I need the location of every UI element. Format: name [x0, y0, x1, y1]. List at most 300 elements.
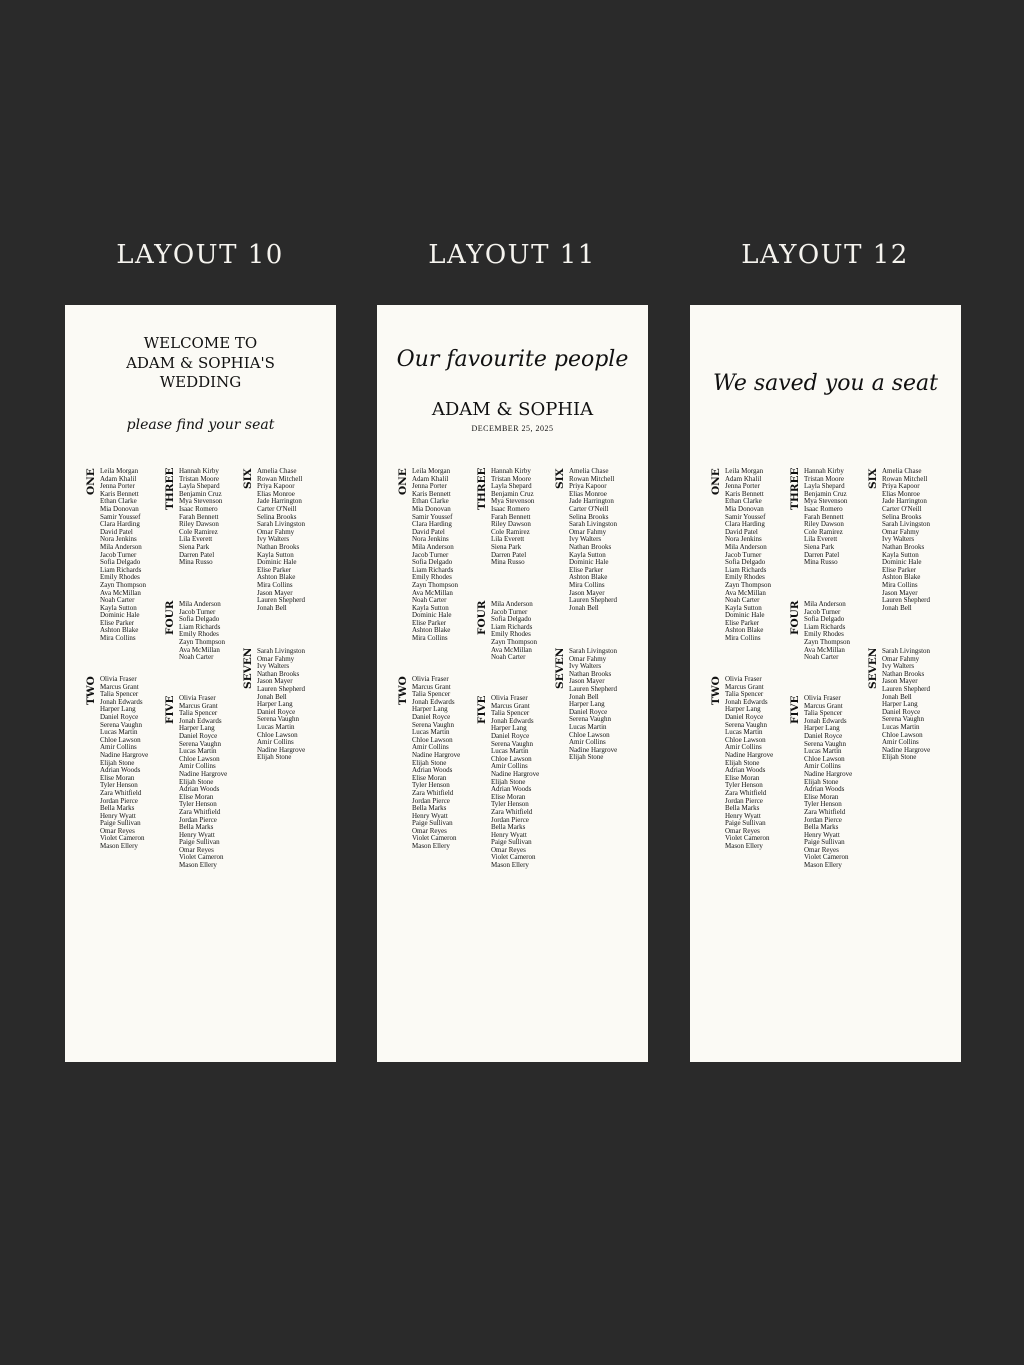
guest-name: Jonah Edwards: [725, 697, 768, 706]
guest-name: Bella Marks: [804, 823, 839, 832]
guest-name: Chloe Lawson: [882, 730, 923, 739]
guest-list: [412, 468, 458, 643]
guest-name: Harper Lang: [100, 705, 136, 714]
guest-name: Amir Collins: [882, 738, 919, 747]
guest-name: Lila Everett: [491, 535, 525, 544]
guest-name: Ashton Blake: [569, 573, 608, 582]
guest-name: Jonah Bell: [257, 692, 287, 701]
guest-name: Sarah Livingston: [257, 520, 306, 529]
guest-name: Karis Bennett: [100, 489, 139, 498]
guest-name: Noah Carter: [491, 653, 526, 662]
table-four: [476, 601, 537, 662]
guest-name: Marcus Grant: [491, 701, 530, 710]
guest-name: Jonah Edwards: [412, 697, 455, 706]
script-heading: We saved you a seat: [713, 371, 938, 396]
guest-name: Nathan Brooks: [882, 669, 925, 678]
table-one: [85, 468, 146, 643]
guest-name: Serena Vaughn: [804, 739, 847, 748]
guest-name: Mya Stevenson: [179, 497, 223, 506]
guest-name: Serena Vaughn: [100, 720, 143, 729]
table-label: SEVEN: [554, 647, 566, 689]
guest-name: Adrian Woods: [412, 766, 453, 775]
guest-name: Chloe Lawson: [100, 735, 141, 744]
guest-name: Zayn Thompson: [725, 580, 771, 589]
guest-name: Liam Richards: [725, 565, 767, 574]
guest-name: Omar Fahmy: [257, 654, 295, 663]
guest-name: Liam Richards: [491, 622, 533, 631]
guest-name: Mason Ellery: [179, 861, 217, 870]
table-label: THREE: [789, 467, 801, 510]
guest-name: Ava McMillan: [804, 645, 845, 654]
guest-name: Harper Lang: [491, 724, 527, 733]
guest-name: Elise Parker: [257, 565, 292, 574]
guest-name: Jason Mayer: [569, 588, 605, 597]
guest-name: Ivy Walters: [882, 535, 915, 544]
welcome-heading: [65, 334, 336, 393]
guest-name: Jacob Turner: [100, 550, 137, 559]
guest-name: Leila Morgan: [412, 467, 451, 475]
guest-name: Amir Collins: [257, 738, 294, 747]
table-label: TWO: [710, 676, 722, 705]
table-label: FIVE: [476, 695, 488, 724]
guest-name: Samir Youssef: [100, 512, 141, 521]
guest-name: Harper Lang: [412, 705, 448, 714]
guest-name: Ashton Blake: [412, 626, 451, 635]
script-heading: Our favourite people: [396, 347, 629, 372]
guest-name: Marcus Grant: [804, 701, 843, 710]
table-label: ONE: [85, 468, 97, 495]
guest-name: Jonah Edwards: [179, 716, 222, 725]
seating-chart-card-12: [690, 305, 961, 1062]
guest-name: Violet Cameron: [412, 834, 457, 843]
guest-name: Sarah Livingston: [569, 520, 618, 529]
table-six: [554, 468, 617, 612]
guest-list: [179, 468, 222, 567]
table-two: [85, 676, 148, 851]
guest-name: Olivia Fraser: [412, 675, 449, 683]
guest-name: Ava McMillan: [179, 645, 220, 654]
guest-name: Elise Parker: [569, 565, 604, 574]
guest-name: Ethan Clarke: [725, 497, 762, 506]
guest-name: Serena Vaughn: [257, 715, 300, 724]
guest-name: Bella Marks: [179, 823, 214, 832]
guest-name: Omar Fahmy: [882, 654, 920, 663]
guest-name: Paige Sullivan: [804, 838, 845, 847]
guest-list: [804, 601, 850, 662]
guest-name: Amir Collins: [491, 762, 528, 771]
guest-name: Mia Donovan: [412, 504, 451, 513]
guest-name: Elise Moran: [725, 773, 760, 782]
guest-name: Jordan Pierce: [804, 815, 842, 824]
guest-name: Elise Moran: [491, 792, 526, 801]
guest-name: Jordan Pierce: [100, 796, 138, 805]
guest-name: Amelia Chase: [569, 467, 609, 475]
guest-name: Mason Ellery: [491, 861, 529, 870]
guest-name: Nathan Brooks: [569, 669, 612, 678]
guest-name: Lauren Shepherd: [882, 684, 931, 693]
guest-name: Noah Carter: [100, 596, 135, 605]
guest-name: Henry Wyatt: [804, 830, 840, 839]
guest-name: Mason Ellery: [804, 861, 842, 870]
table-four: [164, 601, 225, 662]
guest-name: Paige Sullivan: [412, 819, 453, 828]
guest-name: Siena Park: [804, 542, 835, 551]
guest-name: Mila Anderson: [100, 542, 142, 551]
guest-name: Serena Vaughn: [725, 720, 768, 729]
guest-name: Kayla Sutton: [882, 550, 919, 559]
guest-name: Cole Ramirez: [179, 527, 218, 536]
guest-name: Nora Jenkins: [100, 535, 137, 544]
guest-name: Violet Cameron: [100, 834, 145, 843]
guest-name: Omar Fahmy: [569, 654, 607, 663]
table-four: [789, 601, 850, 662]
guest-name: Elias Monroe: [569, 489, 607, 498]
table-label: ONE: [397, 468, 409, 495]
guest-name: Jonah Bell: [882, 603, 912, 612]
guest-name: Tyler Henson: [100, 781, 138, 790]
guest-name: Mina Russo: [804, 558, 838, 567]
guest-name: Dominic Hale: [257, 558, 297, 567]
guest-list: [412, 676, 460, 851]
guest-name: Daniel Royce: [412, 712, 451, 721]
guest-name: Jordan Pierce: [725, 796, 763, 805]
guest-name: Siena Park: [491, 542, 522, 551]
guest-name: Jason Mayer: [569, 677, 605, 686]
guest-name: Harper Lang: [882, 700, 918, 709]
table-one: [710, 468, 771, 643]
guest-name: Selina Brooks: [569, 512, 609, 521]
guest-name: Clara Harding: [725, 520, 765, 529]
guest-name: Elijah Stone: [100, 758, 135, 767]
seating-chart-card-11: [377, 305, 648, 1062]
guest-name: Harper Lang: [725, 705, 761, 714]
guest-name: Elijah Stone: [179, 777, 214, 786]
guest-name: Nadine Hargrove: [804, 769, 853, 778]
guest-name: Mira Collins: [725, 634, 761, 643]
welcome-line: WELCOME TO: [143, 334, 258, 352]
guest-name: Jason Mayer: [882, 588, 918, 597]
guest-name: Amir Collins: [569, 738, 606, 747]
table-label: FIVE: [164, 695, 176, 724]
guest-name: Lauren Shepherd: [882, 596, 931, 605]
guest-list: [179, 695, 227, 870]
guest-name: Ivy Walters: [257, 535, 290, 544]
table-label: TWO: [397, 676, 409, 705]
table-five: [164, 695, 227, 870]
guest-name: Elias Monroe: [257, 489, 295, 498]
guest-name: Hannah Kirby: [804, 467, 844, 475]
guest-name: Mila Anderson: [179, 600, 221, 608]
guest-name: Ethan Clarke: [100, 497, 137, 506]
guest-name: Jonah Bell: [882, 692, 912, 701]
guest-name: Lucas Martin: [257, 722, 295, 731]
guest-name: Mia Donovan: [725, 504, 764, 513]
guest-name: Nadine Hargrove: [257, 745, 306, 754]
guest-name: Zara Whitfield: [179, 807, 221, 816]
guest-name: Adrian Woods: [725, 766, 766, 775]
guest-name: Emily Rhodes: [804, 630, 844, 639]
guest-name: Lucas Martin: [882, 722, 920, 731]
guest-name: Priya Kapoor: [882, 482, 920, 491]
guest-name: Nadine Hargrove: [100, 750, 149, 759]
guest-name: Henry Wyatt: [412, 811, 448, 820]
guest-name: Nadine Hargrove: [725, 750, 774, 759]
guest-name: Elijah Stone: [882, 753, 917, 762]
guest-name: Daniel Royce: [491, 731, 530, 740]
guest-name: Mila Anderson: [491, 600, 533, 608]
guest-name: Mira Collins: [257, 580, 293, 589]
guest-name: Riley Dawson: [804, 520, 844, 529]
guest-name: Violet Cameron: [804, 853, 849, 862]
guest-name: Omar Reyes: [804, 845, 839, 854]
table-seven: [554, 648, 617, 762]
guest-name: Chloe Lawson: [804, 754, 845, 763]
guest-name: Zayn Thompson: [412, 580, 458, 589]
guest-name: Jenna Porter: [100, 482, 135, 491]
table-one: [397, 468, 458, 643]
guest-name: Paige Sullivan: [491, 838, 532, 847]
table-six: [867, 468, 930, 612]
guest-name: Elise Parker: [725, 618, 760, 627]
guest-name: Marcus Grant: [725, 682, 764, 691]
guest-name: Kayla Sutton: [100, 603, 137, 612]
table-three: [164, 468, 222, 567]
guest-list: [882, 648, 930, 762]
guest-name: Jonah Bell: [569, 692, 599, 701]
guest-name: Lucas Martin: [725, 728, 763, 737]
guest-name: Darren Patel: [804, 550, 840, 559]
guest-list: [491, 695, 539, 870]
table-three: [476, 468, 534, 567]
guest-list: [100, 676, 148, 851]
guest-name: Chloe Lawson: [412, 735, 453, 744]
guest-name: Elijah Stone: [491, 777, 526, 786]
couple-names: ADAM & SOPHIA: [431, 399, 594, 420]
guest-name: Ava McMillan: [725, 588, 766, 597]
guest-name: Benjamin Cruz: [179, 489, 222, 498]
guest-name: Samir Youssef: [725, 512, 766, 521]
guest-name: Sarah Livingston: [882, 520, 931, 529]
guest-name: Lucas Martin: [804, 747, 842, 756]
guest-name: Olivia Fraser: [725, 675, 762, 683]
guest-name: Lila Everett: [804, 535, 838, 544]
guest-name: Jenna Porter: [725, 482, 760, 491]
guest-list: [569, 468, 617, 612]
guest-name: Nadine Hargrove: [179, 769, 228, 778]
guest-name: Lauren Shepherd: [569, 684, 618, 693]
guest-name: Noah Carter: [804, 653, 839, 662]
guest-name: Jacob Turner: [412, 550, 449, 559]
guest-name: Dominic Hale: [725, 611, 765, 620]
guest-name: Daniel Royce: [804, 731, 843, 740]
guest-name: Daniel Royce: [569, 707, 608, 716]
guest-name: Violet Cameron: [491, 853, 536, 862]
guest-name: Chloe Lawson: [569, 730, 610, 739]
table-seven: [867, 648, 930, 762]
guest-name: Violet Cameron: [179, 853, 224, 862]
guest-name: Lucas Martin: [491, 747, 529, 756]
guest-name: Zayn Thompson: [179, 637, 225, 646]
guest-list: [569, 648, 617, 762]
guest-name: Nathan Brooks: [257, 542, 300, 551]
guest-name: Adam Khalil: [100, 474, 137, 483]
guest-name: Jenna Porter: [412, 482, 447, 491]
guest-name: Jonah Edwards: [491, 716, 534, 725]
guest-list: [100, 468, 146, 643]
guest-name: Layla Shepard: [179, 482, 220, 491]
guest-name: Priya Kapoor: [569, 482, 607, 491]
guest-name: Rowan Mitchell: [569, 474, 615, 483]
guest-name: Omar Fahmy: [257, 527, 295, 536]
guest-name: Paige Sullivan: [725, 819, 766, 828]
guest-name: Chloe Lawson: [257, 730, 298, 739]
guest-name: Samir Youssef: [412, 512, 453, 521]
guest-name: Zayn Thompson: [491, 637, 537, 646]
guest-name: Mila Anderson: [725, 542, 767, 551]
table-label: FOUR: [164, 600, 176, 635]
guest-name: Jonah Edwards: [100, 697, 143, 706]
guest-list: [257, 468, 305, 612]
guest-name: Elijah Stone: [804, 777, 839, 786]
guest-name: Zara Whitfield: [491, 807, 533, 816]
guest-name: Jason Mayer: [257, 588, 293, 597]
guest-list: [804, 695, 852, 870]
guest-name: Dominic Hale: [412, 611, 452, 620]
guest-name: Olivia Fraser: [804, 694, 841, 702]
guest-name: Jason Mayer: [882, 677, 918, 686]
guest-name: Carter O'Neill: [257, 504, 297, 513]
guest-name: Ava McMillan: [412, 588, 453, 597]
table-two: [710, 676, 773, 851]
guest-name: Bella Marks: [412, 804, 447, 813]
guest-name: Mason Ellery: [412, 842, 450, 851]
guest-name: Isaac Romero: [179, 504, 218, 513]
table-label: THREE: [476, 467, 488, 510]
guest-name: Adrian Woods: [804, 785, 845, 794]
guest-name: Amir Collins: [412, 743, 449, 752]
guest-name: Darren Patel: [491, 550, 527, 559]
guest-name: Carter O'Neill: [882, 504, 922, 513]
guest-name: Amelia Chase: [882, 467, 922, 475]
guest-name: Nora Jenkins: [412, 535, 449, 544]
guest-name: Talia Spencer: [412, 690, 451, 699]
guest-name: Jonah Bell: [257, 603, 287, 612]
guest-name: Ivy Walters: [569, 662, 602, 671]
table-five: [476, 695, 539, 870]
guest-name: Jade Harrington: [257, 497, 302, 506]
guest-name: Nathan Brooks: [257, 669, 300, 678]
guest-name: Serena Vaughn: [569, 715, 612, 724]
guest-name: Selina Brooks: [257, 512, 297, 521]
guest-name: Daniel Royce: [882, 707, 921, 716]
guest-name: Elijah Stone: [257, 753, 292, 762]
guest-name: Ashton Blake: [100, 626, 139, 635]
guest-name: Zayn Thompson: [100, 580, 146, 589]
guest-name: Elise Parker: [882, 565, 917, 574]
table-label: TWO: [85, 676, 97, 705]
guest-name: Elise Moran: [804, 792, 839, 801]
guest-name: Nathan Brooks: [569, 542, 612, 551]
guest-name: Henry Wyatt: [100, 811, 136, 820]
guest-name: Bella Marks: [491, 823, 526, 832]
table-label: SEVEN: [242, 647, 254, 689]
guest-name: Nathan Brooks: [882, 542, 925, 551]
guest-name: Mira Collins: [882, 580, 918, 589]
guest-name: Elijah Stone: [725, 758, 760, 767]
guest-name: Jacob Turner: [179, 607, 216, 616]
guest-name: Lucas Martin: [569, 722, 607, 731]
guest-list: [725, 468, 771, 643]
guest-name: Lauren Shepherd: [257, 596, 306, 605]
guest-name: Elias Monroe: [882, 489, 920, 498]
guest-name: Ivy Walters: [569, 535, 602, 544]
guest-name: Elijah Stone: [412, 758, 447, 767]
guest-name: Dominic Hale: [100, 611, 140, 620]
table-label: SIX: [554, 468, 566, 489]
guest-name: Elise Moran: [412, 773, 447, 782]
guest-name: Ashton Blake: [257, 573, 296, 582]
guest-name: Kayla Sutton: [412, 603, 449, 612]
guest-name: Jade Harrington: [882, 497, 927, 506]
guest-name: Rowan Mitchell: [257, 474, 303, 483]
guest-name: Adam Khalil: [412, 474, 449, 483]
guest-name: Emily Rhodes: [100, 573, 140, 582]
table-label: FIVE: [789, 695, 801, 724]
guest-name: Adam Khalil: [725, 474, 762, 483]
guest-name: Tyler Henson: [412, 781, 450, 790]
guest-name: Nadine Hargrove: [491, 769, 540, 778]
guest-name: Jason Mayer: [257, 677, 293, 686]
guest-name: Adrian Woods: [179, 785, 220, 794]
guest-name: Jordan Pierce: [491, 815, 529, 824]
welcome-line: WEDDING: [159, 373, 242, 391]
guest-list: [179, 601, 225, 662]
guest-name: Talia Spencer: [725, 690, 764, 699]
guest-name: Nadine Hargrove: [412, 750, 461, 759]
guest-name: Mira Collins: [412, 634, 448, 643]
guest-name: Benjamin Cruz: [491, 489, 534, 498]
guest-name: Elise Parker: [412, 618, 447, 627]
guest-name: Cole Ramirez: [804, 527, 843, 536]
guest-name: Emily Rhodes: [412, 573, 452, 582]
guest-name: Tristan Moore: [804, 474, 844, 483]
guest-name: Paige Sullivan: [100, 819, 141, 828]
guest-name: Mila Anderson: [412, 542, 454, 551]
table-seven: [242, 648, 305, 762]
guest-name: Liam Richards: [412, 565, 454, 574]
guest-name: Mina Russo: [179, 558, 213, 567]
guest-name: Ivy Walters: [257, 662, 290, 671]
guest-name: Layla Shepard: [804, 482, 845, 491]
guest-name: Jonah Bell: [569, 603, 599, 612]
guest-name: Omar Fahmy: [569, 527, 607, 536]
guest-name: Jordan Pierce: [412, 796, 450, 805]
guest-name: Ava McMillan: [100, 588, 141, 597]
guest-name: Riley Dawson: [179, 520, 219, 529]
guest-name: Jordan Pierce: [179, 815, 217, 824]
guest-list: [491, 468, 534, 567]
guest-name: Nadine Hargrove: [882, 745, 931, 754]
guest-name: Serena Vaughn: [412, 720, 455, 729]
guest-name: Marcus Grant: [412, 682, 451, 691]
guest-name: Dominic Hale: [569, 558, 609, 567]
guest-name: Omar Reyes: [725, 826, 760, 835]
table-label: SIX: [867, 468, 879, 489]
guest-name: Noah Carter: [179, 653, 214, 662]
guest-name: Zara Whitfield: [804, 807, 846, 816]
guest-name: Tyler Henson: [179, 800, 217, 809]
guest-name: Emily Rhodes: [179, 630, 219, 639]
